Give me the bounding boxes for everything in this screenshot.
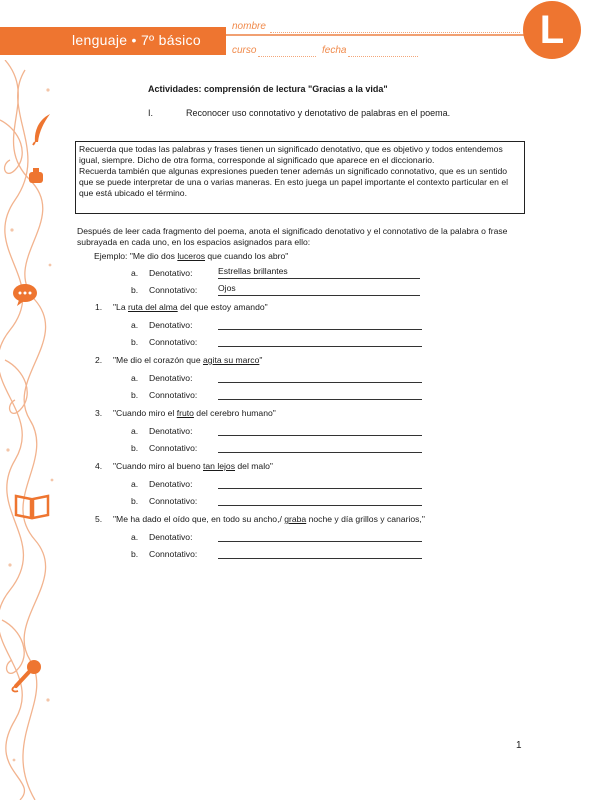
item-letter-b: b. bbox=[131, 496, 139, 506]
subject-label: lenguaje bbox=[72, 32, 128, 48]
question-text bbox=[113, 461, 273, 471]
speech-bubble-icon bbox=[12, 283, 38, 307]
denotative-answer-line[interactable] bbox=[218, 319, 422, 330]
item-letter-a: a. bbox=[131, 373, 139, 383]
course-label: curso bbox=[232, 45, 257, 56]
denotative-definition: Recuerda que todas las palabras y frases tienen un significado denotativo, que es objetivo y todos entendemos igual, siempre. Dicho de otra forma, corresponde al significado que aparece en el diccionario. bbox=[79, 144, 503, 165]
item-letter-a: a. bbox=[131, 320, 139, 330]
example-suffix: que cuando los abro" bbox=[205, 251, 289, 261]
question-fragment: "Cuando miro el bbox=[113, 408, 177, 418]
open-book-icon bbox=[14, 492, 50, 520]
question-fragment: "Me ha dado el oído que, en todo su ancho,/ bbox=[113, 514, 285, 524]
denotative-label: Denotativo: bbox=[149, 479, 193, 489]
connotative-label: Connotativo: bbox=[149, 285, 198, 295]
denotative-answer-line[interactable] bbox=[218, 478, 422, 489]
connotative-label: Connotativo: bbox=[149, 549, 198, 559]
item-letter-a: a. bbox=[131, 426, 139, 436]
microphone-icon bbox=[8, 658, 44, 694]
question-fragment: "Me dio el corazón que bbox=[113, 355, 203, 365]
section-number: I. bbox=[148, 108, 154, 118]
connotative-definition: Recuerda también que algunas expresiones pueden tener además un significado connotativo, que es un sentido que se puede interpretar de una o varias maneras. En esto juega un papel importante el contexto particular en el que está ubicado el término. bbox=[79, 166, 509, 198]
example-prefix: Ejemplo: "Me dio dos bbox=[94, 251, 178, 261]
name-label: nombre bbox=[232, 21, 266, 32]
question-text bbox=[113, 355, 262, 365]
connotative-answer-line[interactable] bbox=[218, 442, 422, 453]
question-number: 2. bbox=[95, 355, 103, 365]
header-rule bbox=[226, 34, 536, 36]
item-letter-b: b. bbox=[131, 337, 139, 347]
denotative-label: Denotativo: bbox=[149, 373, 193, 383]
page-title: Actividades: comprensión de lectura "Gracias a la vida" bbox=[148, 84, 388, 94]
section-text: Reconocer uso connotativo y denotativo de palabras en el poema. bbox=[186, 108, 451, 118]
example-connotative-answer bbox=[218, 283, 420, 296]
underlined-phrase: agita su marco bbox=[203, 355, 260, 365]
question-fragment: "La bbox=[113, 302, 128, 312]
item-letter-b: b. bbox=[131, 285, 139, 295]
connotative-label: Connotativo: bbox=[149, 496, 198, 506]
example-connotative-text: Ojos bbox=[218, 283, 236, 293]
item-letter-b: b. bbox=[131, 549, 139, 559]
question-text bbox=[113, 514, 425, 524]
connotative-answer-line[interactable] bbox=[218, 548, 422, 559]
denotative-label: Denotativo: bbox=[149, 320, 193, 330]
page-number: 1 bbox=[516, 740, 522, 751]
underlined-phrase: ruta del alma bbox=[128, 302, 178, 312]
question-fragment: del que estoy amando" bbox=[177, 302, 268, 312]
item-letter-b: b. bbox=[131, 390, 139, 400]
connotative-answer-line[interactable] bbox=[218, 495, 422, 506]
denotative-answer-line[interactable] bbox=[218, 531, 422, 542]
question-number: 1. bbox=[95, 302, 103, 312]
underlined-phrase: graba bbox=[284, 514, 307, 524]
date-field[interactable] bbox=[348, 46, 418, 57]
subject-grade-label bbox=[72, 32, 201, 48]
connotative-label: Connotativo: bbox=[149, 337, 198, 347]
inkwell-icon bbox=[26, 165, 46, 185]
item-letter-a: a. bbox=[131, 479, 139, 489]
question-fragment: del malo" bbox=[235, 461, 273, 471]
denotative-label: Denotativo: bbox=[149, 426, 193, 436]
question-text bbox=[113, 408, 276, 418]
denotative-answer-line[interactable] bbox=[218, 372, 422, 383]
definition-box bbox=[75, 141, 525, 214]
connotative-label: Connotativo: bbox=[149, 390, 198, 400]
question-fragment: del cerebro humano" bbox=[193, 408, 276, 418]
example-underlined: luceros bbox=[177, 251, 206, 261]
example-denotative-text: Estrellas brillantes bbox=[218, 266, 288, 276]
denotative-label: Denotativo: bbox=[149, 268, 193, 278]
question-text bbox=[113, 302, 268, 312]
question-fragment: "Cuando miro al bueno bbox=[113, 461, 203, 471]
instructions: Después de leer cada fragmento del poema, anota el significado denotativo y el connotativo de la palabra o frase subrayada en cada uno, en los espacios asignados para ello: bbox=[77, 226, 508, 247]
denotative-answer-line[interactable] bbox=[218, 425, 422, 436]
connotative-answer-line[interactable] bbox=[218, 336, 422, 347]
question-number: 4. bbox=[95, 461, 103, 471]
item-letter-a: a. bbox=[131, 268, 139, 278]
question-fragment: " bbox=[259, 355, 263, 365]
connotative-answer-line[interactable] bbox=[218, 389, 422, 400]
question-number: 5. bbox=[95, 514, 103, 524]
example-denotative-answer bbox=[218, 266, 420, 279]
subject-logo: L bbox=[523, 1, 581, 59]
section-heading bbox=[148, 108, 450, 118]
underlined-phrase: fruto bbox=[176, 408, 194, 418]
bullet-separator: • bbox=[131, 32, 141, 48]
name-field[interactable] bbox=[270, 22, 520, 33]
question-fragment: noche y día grillos y canarios," bbox=[306, 514, 425, 524]
grade-label: 7º básico bbox=[140, 32, 201, 48]
question-number: 3. bbox=[95, 408, 103, 418]
date-label: fecha bbox=[322, 45, 347, 56]
connotative-label: Connotativo: bbox=[149, 443, 198, 453]
course-field[interactable] bbox=[258, 46, 316, 57]
denotative-label: Denotativo: bbox=[149, 532, 193, 542]
item-letter-b: b. bbox=[131, 443, 139, 453]
feather-pen-icon bbox=[30, 112, 54, 146]
item-letter-a: a. bbox=[131, 532, 139, 542]
example-line bbox=[94, 251, 288, 261]
underlined-phrase: tan lejos bbox=[203, 461, 236, 471]
